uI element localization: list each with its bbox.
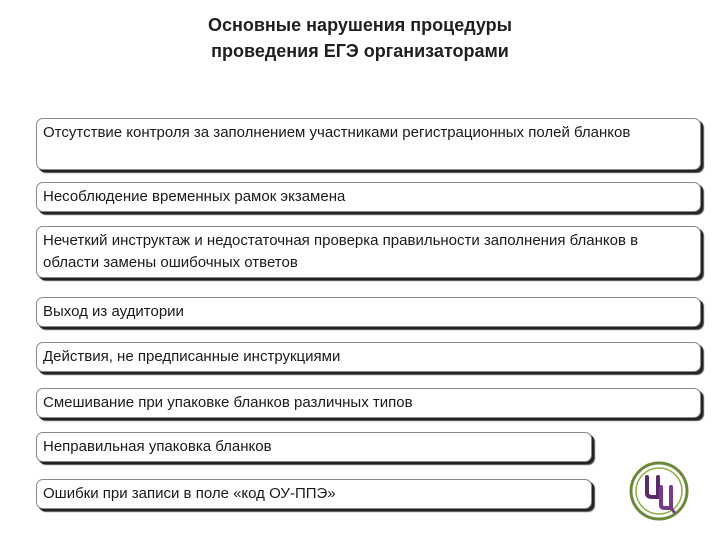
violation-item-4: Выход из аудитории — [36, 297, 701, 327]
violation-item-7: Неправильная упаковка бланков — [36, 432, 592, 462]
violation-item-3: Нечеткий инструктаж и недостаточная проверка правильности заполнения бланков в области замены ошибочных ответов — [36, 226, 701, 278]
violation-item-2: Несоблюдение временных рамок экзамена — [36, 182, 701, 212]
violation-item-6: Смешивание при упаковке бланков различных типов — [36, 388, 701, 418]
slide-title-line-1: Основные нарушения процедуры — [207, 15, 513, 35]
logo-graphic — [627, 459, 691, 523]
violation-item-1: Отсутствие контроля за заполнением участниками регистрационных полей бланков — [36, 118, 701, 170]
violation-item-8: Ошибки при записи в поле «код ОУ-ППЭ» — [36, 479, 592, 509]
slide-title-line-2: проведения ЕГЭ организаторами — [211, 41, 509, 61]
violation-item-5: Действия, не предписанные инструкциями — [36, 342, 701, 372]
organization-logo-icon — [627, 459, 691, 523]
slide-title — [0, 12, 720, 64]
logo-letter-che — [647, 477, 658, 497]
logo-letter-u — [661, 487, 671, 508]
